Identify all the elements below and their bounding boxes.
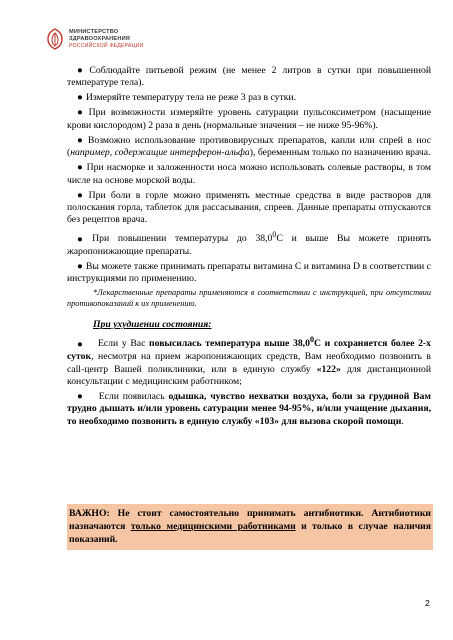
bullet-text: При повышении температуры до 38,0 [92, 233, 273, 245]
worsening-text: Если у Вас [97, 338, 150, 350]
page-header [46, 28, 144, 50]
worsening-heading: При ухудшении состояния: [93, 319, 212, 331]
bullet-icon: ● [77, 134, 85, 146]
bullet-icon: ● [77, 390, 85, 402]
bullet-item [67, 261, 431, 286]
bullet-icon: ● [77, 338, 85, 350]
bullet-item [67, 135, 431, 160]
worsening-text-bold: повысилась температура выше 38,0 [149, 338, 310, 350]
bullet-text: Возможно использование противовирусных препаратов, капли или спрей в нос ( [67, 134, 431, 159]
important-underlined: только медицинскими работниками [130, 521, 296, 532]
bullet-text: При возможности измеряйте уровень сатурации пульсоксиметром (насыщение крови кислородом) 2 раза в день (нормальные значения – не ниже 95-96%). [67, 107, 432, 131]
worsening-text: для дистанционной консультации с медицинским работником; [67, 363, 432, 387]
ministry-line-1: МИНИСТЕРСТВО [69, 28, 119, 35]
bullet-icon: ● [77, 65, 87, 76]
worsening-text: . [401, 415, 404, 427]
bullet-icon: ● [77, 92, 83, 104]
worsening-text: Если появилась [98, 390, 169, 402]
page-number: 2 [425, 598, 430, 608]
bullet-item [67, 92, 431, 104]
bullet-icon: ● [77, 107, 86, 119]
bullet-text: ), беременным только по назначению врача. [249, 147, 431, 159]
degree-superscript: 0 [309, 335, 314, 345]
bullet-text: Соблюдайте питьевой режим (не менее 2 литров в сутки при повышенной температуре тела). [67, 65, 431, 89]
ministry-name [69, 29, 144, 50]
bullet-icon: ● [77, 189, 86, 201]
worsening-text-bold: С и сохраняется более 2-х суток [67, 338, 431, 363]
important-text: и только в случае наличия показаний. [69, 521, 432, 545]
ministry-line-2: ЗДРАВООХРАНЕНИЯ [69, 35, 131, 42]
bullet-text: Измеряйте температуру тела не реже 3 раз в сутки. [85, 92, 297, 104]
bullet-icon: ● [77, 233, 90, 245]
bullet-text: Вы можете также принимать препараты витамина С и витамина D в соответствии с инструкциями по применению. [67, 261, 431, 285]
bullet-item [67, 190, 431, 227]
worsening-item [67, 391, 431, 428]
bullet-text: При боли в горле можно применять местные средства в виде растворов для полоскания горла, таблеток для рассасывания, спреев. Данные препараты отпускаются без рецептов врача. [67, 189, 431, 226]
ministry-line-3: РОССИЙСКОЙ ФЕДЕРАЦИИ [69, 42, 144, 49]
bullet-text-italic: например, содержащие интерферон-альфа [70, 147, 250, 159]
phone-122: «122» [316, 363, 341, 375]
bullet-item [67, 65, 431, 90]
degree-superscript: 0 [272, 230, 277, 240]
important-text: ВАЖНО: Не стоит самостоятельно принимать антибиотики. Антибиотики назначаются [69, 508, 431, 532]
bullet-icon: ● [77, 162, 84, 174]
bullet-text: При насморке и заложенности носа можно использовать солевые растворы, в том числе на основе морской воды. [67, 162, 432, 186]
ministry-emblem-icon [46, 28, 64, 50]
bullet-icon: ● [77, 261, 83, 273]
worsening-text: , несмотря на прием жаропонижающих средств, Вам необходимо позвонить в call-центр Вашей поликлиники, или в единую службу [67, 351, 431, 375]
important-notice [67, 504, 433, 550]
bullet-item [67, 229, 431, 258]
worsening-item [67, 334, 431, 388]
worsening-text-bold: одышка, чувство нехватки воздуха, боли за грудиной Вам трудно дышать и/или уровень сатурации менее 94-95%, и/или учащение дыхания, то необходимо позвонить в единую службу «103» для вызова скорой помощи [67, 390, 431, 427]
bullet-text: С и выше Вы можете принять жаропонижающие препараты. [67, 233, 431, 258]
footnote: *Лекарственные препараты применяются в соответствии с инструкцией, при отсутствии противопоказаний к их применению. [67, 288, 431, 309]
bullet-item [67, 107, 431, 132]
bullet-item [67, 162, 431, 187]
document-body [67, 65, 431, 431]
